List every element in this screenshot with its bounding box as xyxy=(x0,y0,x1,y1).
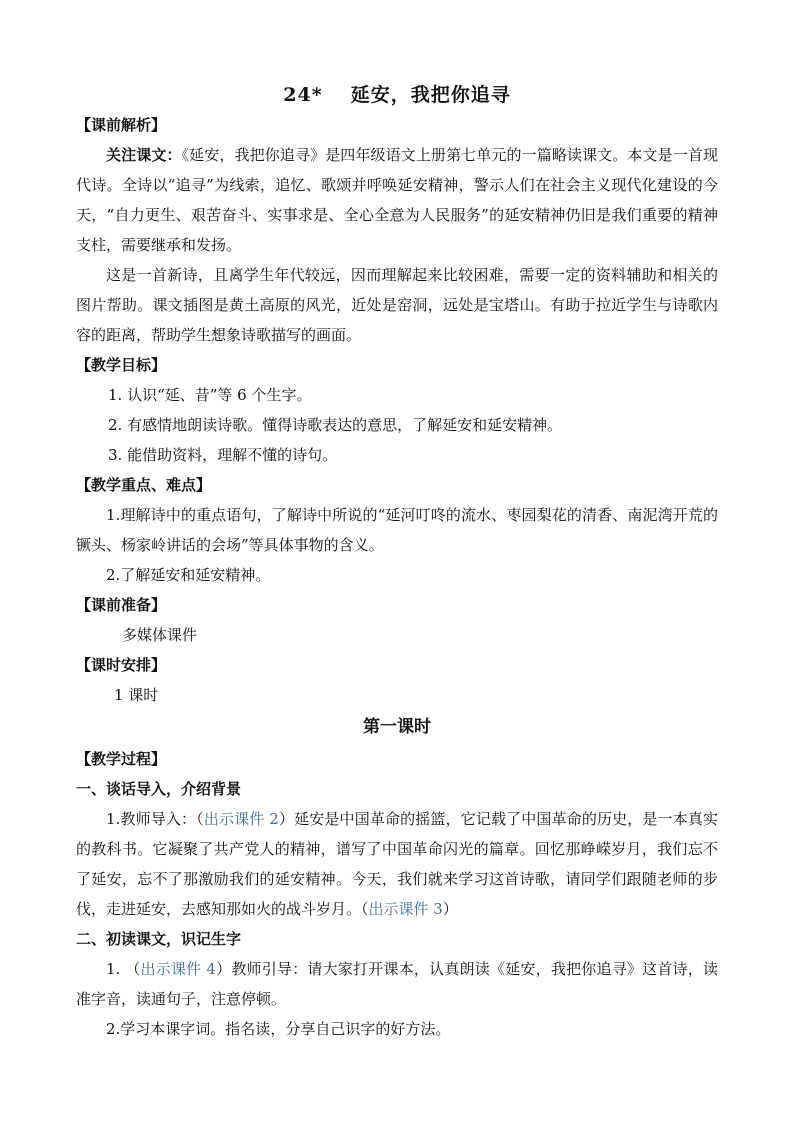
courseware-ref: 出示课件 4 xyxy=(140,960,216,978)
goal-item: 1. 认识“延、昔”等 6 个生字。 xyxy=(108,386,312,404)
lesson-section-title: 第一课时 xyxy=(363,717,431,737)
paragraph-poem-intro: 这是一首新诗，且离学生年代较远，因而理解起来比较困难，需要一定的资料辅助和相关的图片帮助。课文插图是黄土高原的风光，近处是窑洞，远处是宝塔山。有助于拉近学生与诗歌内容的距离，帮助学生想象诗歌描写的画面。 xyxy=(76,266,718,344)
paragraph-focus-text xyxy=(76,140,718,260)
goal-item: 2. 有感情地朗读诗歌。懂得诗歌表达的意思，了解延安和延安精神。 xyxy=(108,416,563,434)
step-2-title: 二、初读课文，识记生字 xyxy=(76,930,242,948)
courseware-ref: 出示课件 2 xyxy=(203,810,279,828)
section-header-prep: 【课前准备】 xyxy=(76,596,167,614)
focus-item-2: 2.了解延安和延安精神。 xyxy=(106,566,271,584)
text-span: ）延安是中国革命的摇篮，它记载了中国革命的历史，是一本真实的教科书。它凝聚了共产党人的精神，谱写了中国革命闪光的篇章。回忆那峥嵘岁月，我们忘不了延安，忘不了那激励我们的延安精神。今天，我们就来学习这首诗歌，请同学们跟随老师的步伐，走进延安，去感知那如火的战斗岁月。（ xyxy=(76,810,718,918)
lesson-number: 24* xyxy=(283,84,323,106)
prep-text: 多媒体课件 xyxy=(122,626,198,644)
focus-label: 关注课文： xyxy=(106,146,182,164)
focus-text: 《延安，我把你追寻》是四年级语文上册第七单元的一篇略读课文。本文是一首现代诗。全诗以“追寻”为线索，追忆、歌颂并呼唤延安精神，警示人们在社会主义现代化建设的今天，“自力更生、艰苦奋斗、实事求是、全心全意为人民服务”的延安精神仍旧是我们重要的精神支柱，需要继承和发扬。 xyxy=(76,146,718,254)
lesson-title-text: 延安，我把你追寻 xyxy=(350,84,511,106)
goal-item: 3. 能借助资料，理解不懂的诗句。 xyxy=(108,446,338,464)
step-2-paragraph-2: 2.学习本课字词。指名读，分享自己识字的好方法。 xyxy=(106,1020,451,1038)
courseware-ref: 出示课件 3 xyxy=(368,900,443,918)
text-span: ）教师引导：请大家打开课本，认真朗读《延安，我把你追寻》这首诗，读准字音，读通句子，注意停顿。 xyxy=(76,960,718,1008)
page-title xyxy=(0,80,794,107)
text-span: ） xyxy=(442,900,458,918)
document-body xyxy=(76,110,718,1044)
focus-item-1: 1.理解诗中的重点语句，了解诗中所说的“延河叮咚的流水、枣园梨花的清香、南泥湾开荒的镢头、杨家岭讲话的会场”等具体事物的含义。 xyxy=(76,506,718,554)
section-header-schedule: 【课时安排】 xyxy=(76,656,167,674)
schedule-text: 1 课时 xyxy=(114,686,159,704)
section-header-goals: 【教学目标】 xyxy=(76,356,167,374)
section-header-pre-analysis: 【课前解析】 xyxy=(76,116,167,134)
section-header-process: 【教学过程】 xyxy=(76,750,167,768)
section-header-focus: 【教学重点、难点】 xyxy=(76,476,212,494)
step-2-paragraph-1 xyxy=(76,954,718,1014)
text-span: 1.教师导入：（ xyxy=(106,810,204,828)
step-1-paragraph xyxy=(76,804,718,924)
step-1-title: 一、谈话导入，介绍背景 xyxy=(76,780,242,798)
text-span: 1. （ xyxy=(106,960,141,978)
